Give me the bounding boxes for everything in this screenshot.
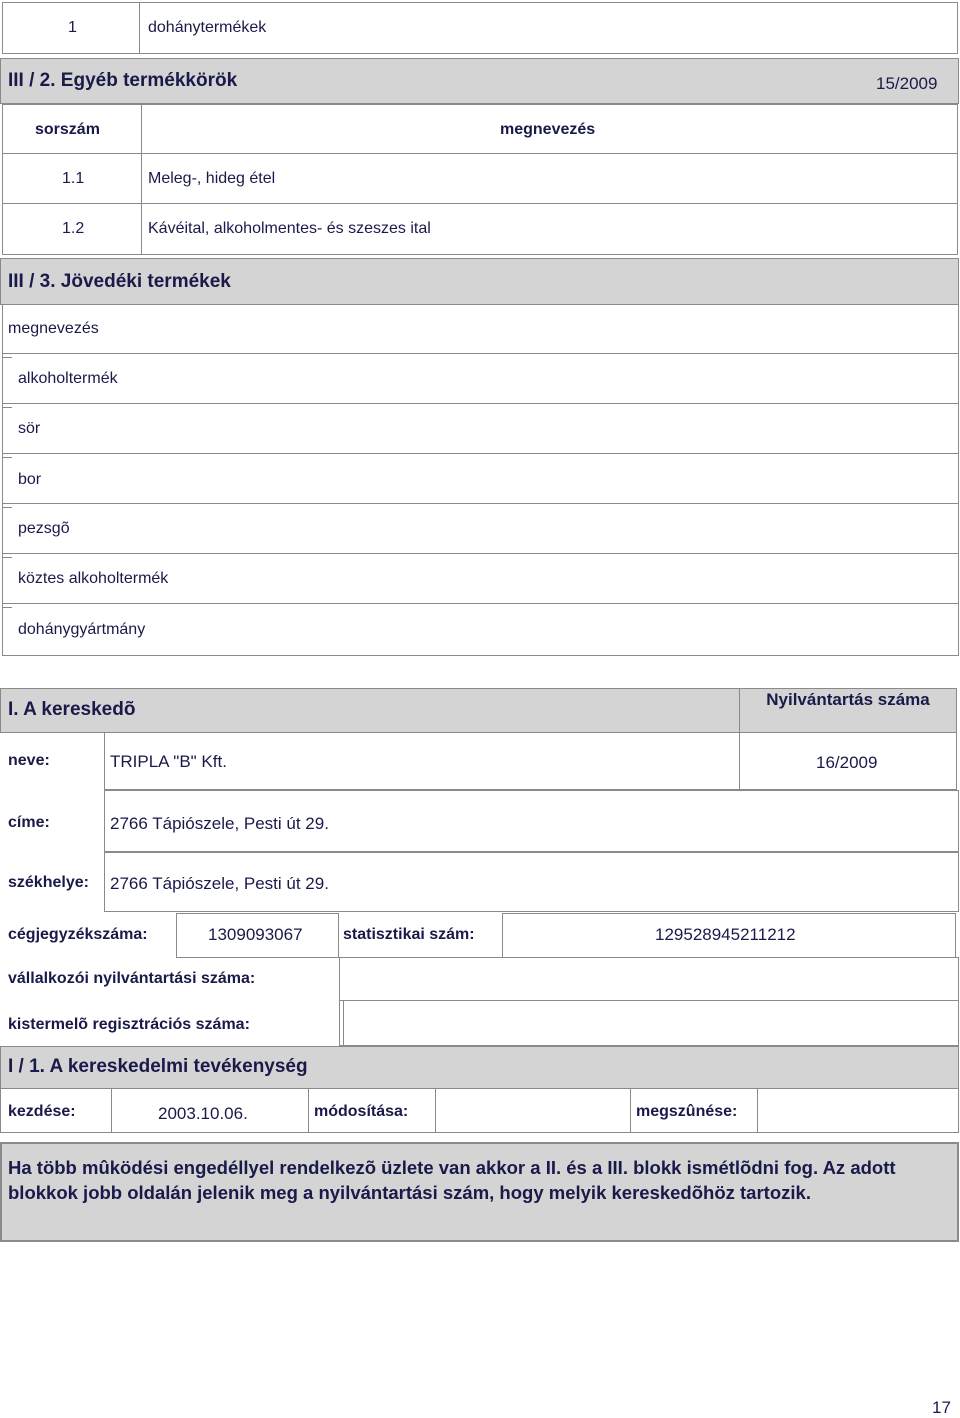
checkbox-mark — [2, 457, 12, 458]
entrepreneur-label: vállalkozói nyilvántartási száma: — [8, 970, 256, 987]
divider — [343, 1001, 344, 1046]
list-item: köztes alkoholtermék — [18, 570, 169, 587]
divider — [630, 1088, 631, 1133]
divider — [2, 503, 959, 504]
start-label: kezdése: — [8, 1103, 76, 1120]
row1-name: dohánytermékek — [148, 19, 267, 36]
section3-3-title: III / 3. Jövedéki termékek — [8, 271, 231, 292]
stat-value: 129528945211212 — [655, 925, 796, 944]
col-header-name: megnevezés — [500, 121, 596, 138]
row-1-2-num: 1.2 — [62, 220, 85, 237]
page-number: 17 — [932, 1398, 951, 1417]
checkbox-mark — [2, 557, 12, 558]
list-item: alkoholtermék — [18, 370, 118, 387]
smallproducer-label: kistermelõ regisztrációs száma: — [8, 1016, 250, 1033]
row-1-1-num: 1.1 — [62, 170, 85, 187]
divider — [111, 1088, 112, 1133]
section3-2-reg: 15/2009 — [876, 74, 938, 93]
seat-value: 2766 Tápiószele, Pesti út 29. — [110, 874, 329, 893]
row-1-1-name: Meleg-, hideg étel — [148, 170, 276, 187]
list-item: sör — [18, 420, 41, 437]
activity-row — [0, 1088, 959, 1133]
list-item: pezsgõ — [18, 520, 70, 537]
mod-label: módosítása: — [314, 1103, 409, 1120]
divider — [2, 553, 959, 554]
company-reg-label: cégjegyzékszáma: — [8, 926, 148, 943]
activity-title: I / 1. A kereskedelmi tevékenység — [8, 1056, 308, 1077]
end-label: megszûnése: — [636, 1103, 738, 1120]
reg-number: 16/2009 — [816, 753, 878, 772]
seat-label: székhelye: — [8, 874, 89, 891]
checkbox-mark — [2, 407, 12, 408]
excise-header: megnevezés — [8, 320, 99, 337]
checkbox-mark — [2, 357, 12, 358]
divider — [2, 453, 959, 454]
address-value: 2766 Tápiószele, Pesti út 29. — [110, 814, 329, 833]
name-value: TRIPLA "B" Kft. — [110, 752, 227, 771]
checkbox-mark — [2, 507, 12, 508]
divider — [2, 403, 959, 404]
trader-title: I. A kereskedõ — [8, 699, 136, 720]
address-label: címe: — [8, 814, 50, 831]
list-item: bor — [18, 471, 42, 488]
row1-num: 1 — [68, 19, 77, 36]
entrepreneur-cell — [339, 957, 959, 1001]
section3-2-title: III / 2. Egyéb termékkörök — [8, 70, 238, 91]
company-reg-value: 1309093067 — [208, 925, 303, 944]
divider — [435, 1088, 436, 1133]
divider — [2, 603, 959, 604]
divider — [757, 1088, 758, 1133]
smallproducer-cell — [339, 1000, 959, 1046]
divider — [2, 353, 959, 354]
start-value: 2003.10.06. — [158, 1104, 248, 1123]
list-item: dohánygyártmány — [18, 621, 146, 638]
row-1-2-name: Kávéital, alkoholmentes- és szeszes ital — [148, 220, 431, 237]
name-label: neve: — [8, 752, 50, 769]
stat-label: statisztikai szám: — [343, 926, 475, 943]
checkbox-mark — [2, 607, 12, 608]
note-text: Ha több mûködési engedéllyel rendelkezõ üzlete van akkor a II. és a III. blokk ismétlõdni fog. Az adott blokkok jobb oldalán jelenik meg a nyilvántartási szám, hogy melyik kereskedõhöz tartozik. — [8, 1157, 896, 1203]
col-header-num: sorszám — [35, 121, 100, 138]
divider — [308, 1088, 309, 1133]
reg-header: Nyilvántartás száma — [766, 690, 930, 709]
